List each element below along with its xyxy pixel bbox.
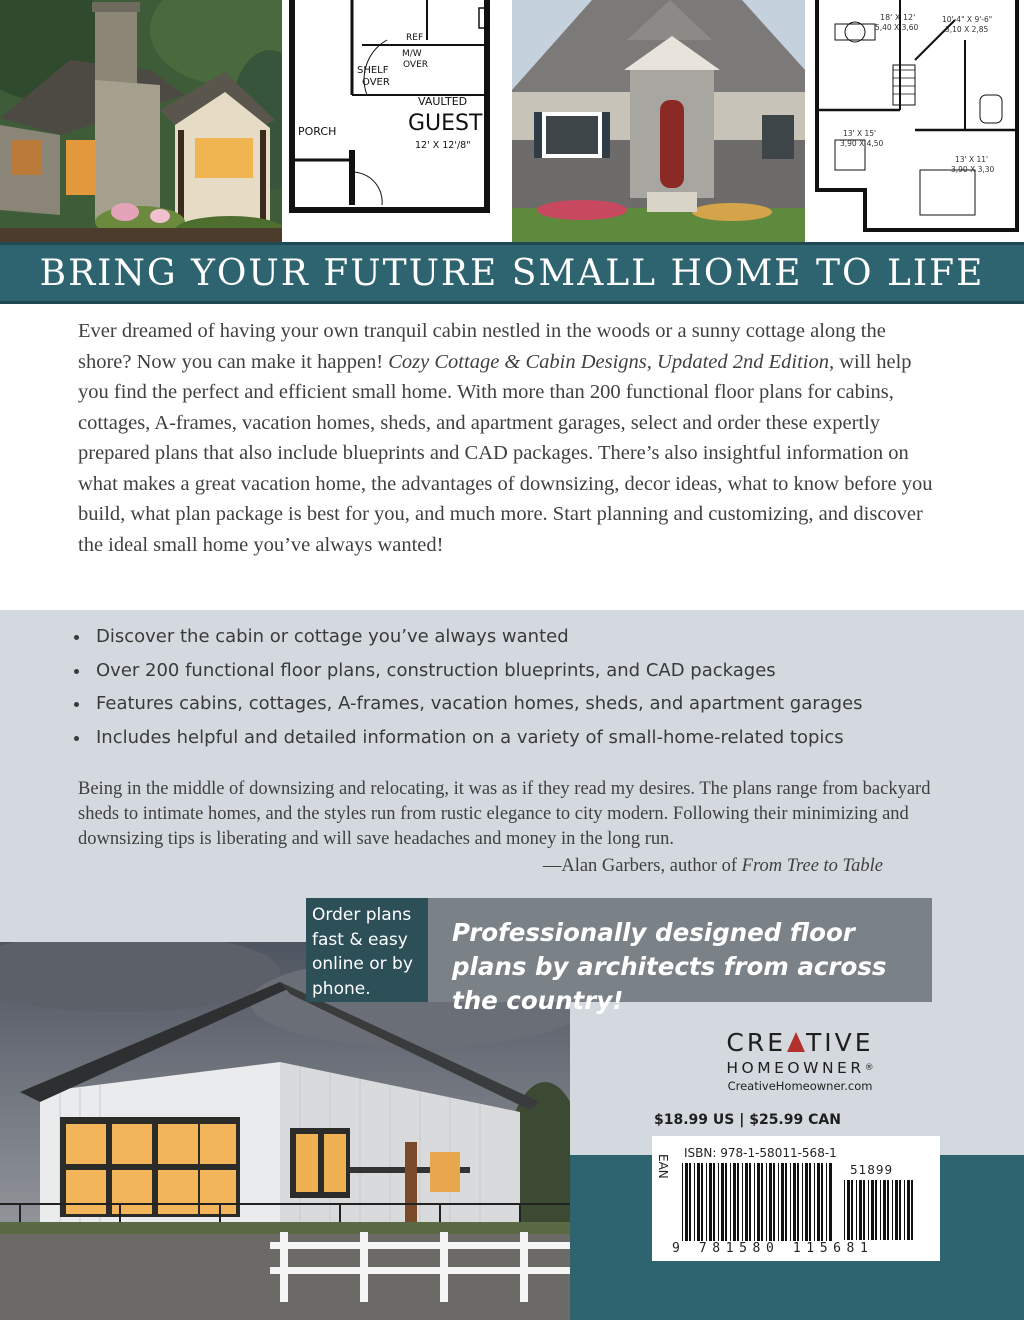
price-label: $18.99 US | $25.99 CAN	[654, 1112, 841, 1128]
bullet-icon	[74, 702, 79, 707]
intro-text-1: Ever dreamed of having your own tranquil cabin nestled in the woods or a sunny cottage along the shore? Now you can make it happen!	[78, 320, 886, 373]
testimonial-attribution: —Alan Garbers, author of From Tree to Table	[542, 856, 883, 876]
order-plans-callout: Order plans fast & easy online or by phone.	[306, 898, 428, 1002]
addon-barcode-icon	[844, 1180, 914, 1240]
room-dim-4: 13' X 11'	[955, 155, 989, 164]
headline: BRING YOUR FUTURE SMALL HOME TO LIFE	[39, 252, 985, 294]
grey-house-photo	[512, 0, 805, 242]
room-dim-1: 18' X 12'	[880, 13, 916, 22]
barcode-icon	[682, 1163, 834, 1241]
guest-label: GUEST	[408, 111, 483, 136]
mw-label: M/W	[402, 49, 422, 59]
testimonial-quote: Being in the middle of downsizing and relocating, it was as if they read my desires. The plans range from backyard sheds to intimate homes, and the styles run from rustic elegance to city modern. Following their minimizing and downsizing tips is liberating and will save headaches and money in the long run.	[78, 779, 931, 849]
mw-over-label: OVER	[403, 60, 429, 70]
feature-list	[72, 622, 972, 756]
list-item: Over 200 functional floor plans, construction blueprints, and CAD packages	[72, 656, 972, 690]
room-dim-4-metric: 3,90 X 3,30	[951, 165, 995, 174]
isbn-label: ISBN: 978-1-58011-568-1	[684, 1146, 837, 1160]
shelf-label: SHELF	[357, 65, 389, 76]
attribution-book: From Tree to Table	[741, 856, 883, 876]
publisher-logo	[700, 1028, 900, 1094]
logo-wordmark: CRE TIVE	[726, 1028, 874, 1057]
list-item: Features cabins, cottages, A-frames, vacation homes, sheds, and apartment garages	[72, 689, 972, 723]
intro-text-2: will help you find the perfect and efficient small home. With more than 200 functional floor plans for cabins, cottages, A-frames, vacation homes, sheds, and apartment garages, select and order these expertly prepared plans that also include blueprints and CAD packages. There’s also insightful information on what makes a great vacation home, the advantages of downsizing, decor ideas, what to know before you build, what plan package is best for you, and much more. Start planning and customizing, and discover the ideal small home you’ve always wanted!	[78, 350, 933, 556]
publisher-website: CreativeHomeowner.com	[727, 1079, 873, 1093]
intro-paragraph	[78, 316, 938, 560]
barcode-box	[652, 1136, 940, 1261]
room-dim-3: 13' X 15'	[843, 129, 877, 138]
top-photo-strip	[0, 0, 1024, 242]
room-dim-2-metric: 3,10 X 2,85	[945, 25, 989, 34]
cottage-floorplan	[805, 0, 1024, 242]
addon-code: 51899	[850, 1163, 894, 1177]
headline-banner	[0, 242, 1024, 304]
professional-plans-callout: Professionally designed floor plans by architects from across the country!	[428, 898, 932, 1002]
list-item: Discover the cabin or cottage you’ve always wanted	[72, 622, 972, 656]
vaulted-label: VAULTED	[418, 95, 468, 108]
guest-dims-label: 12' X 12'/8"	[415, 140, 471, 151]
stone-cottage-photo	[0, 0, 282, 242]
room-dim-1-metric: 5,40 X 3,60	[875, 23, 919, 32]
guest-floorplan	[282, 0, 512, 242]
roof-a-icon	[787, 1032, 805, 1052]
logo-subline: HOMEOWNER®	[726, 1059, 874, 1077]
ean-label: EAN	[656, 1154, 670, 1179]
barcode-digits: 9 781580 115681	[672, 1241, 874, 1256]
room-dim-2: 10'-4" X 9'-6"	[942, 15, 993, 24]
book-title: Cozy Cottage & Cabin Designs, Updated 2nd Edition,	[388, 350, 835, 373]
ref-label: REF	[406, 33, 424, 43]
bullet-icon	[74, 635, 79, 640]
bullet-icon	[74, 736, 79, 741]
shelf-over-label: OVER	[362, 77, 390, 88]
room-dim-3-metric: 3,90 X 4,50	[840, 139, 884, 148]
porch-label: PORCH	[298, 125, 337, 138]
bullet-icon	[74, 669, 79, 674]
list-item: Includes helpful and detailed information on a variety of small-home-related topics	[72, 723, 972, 757]
